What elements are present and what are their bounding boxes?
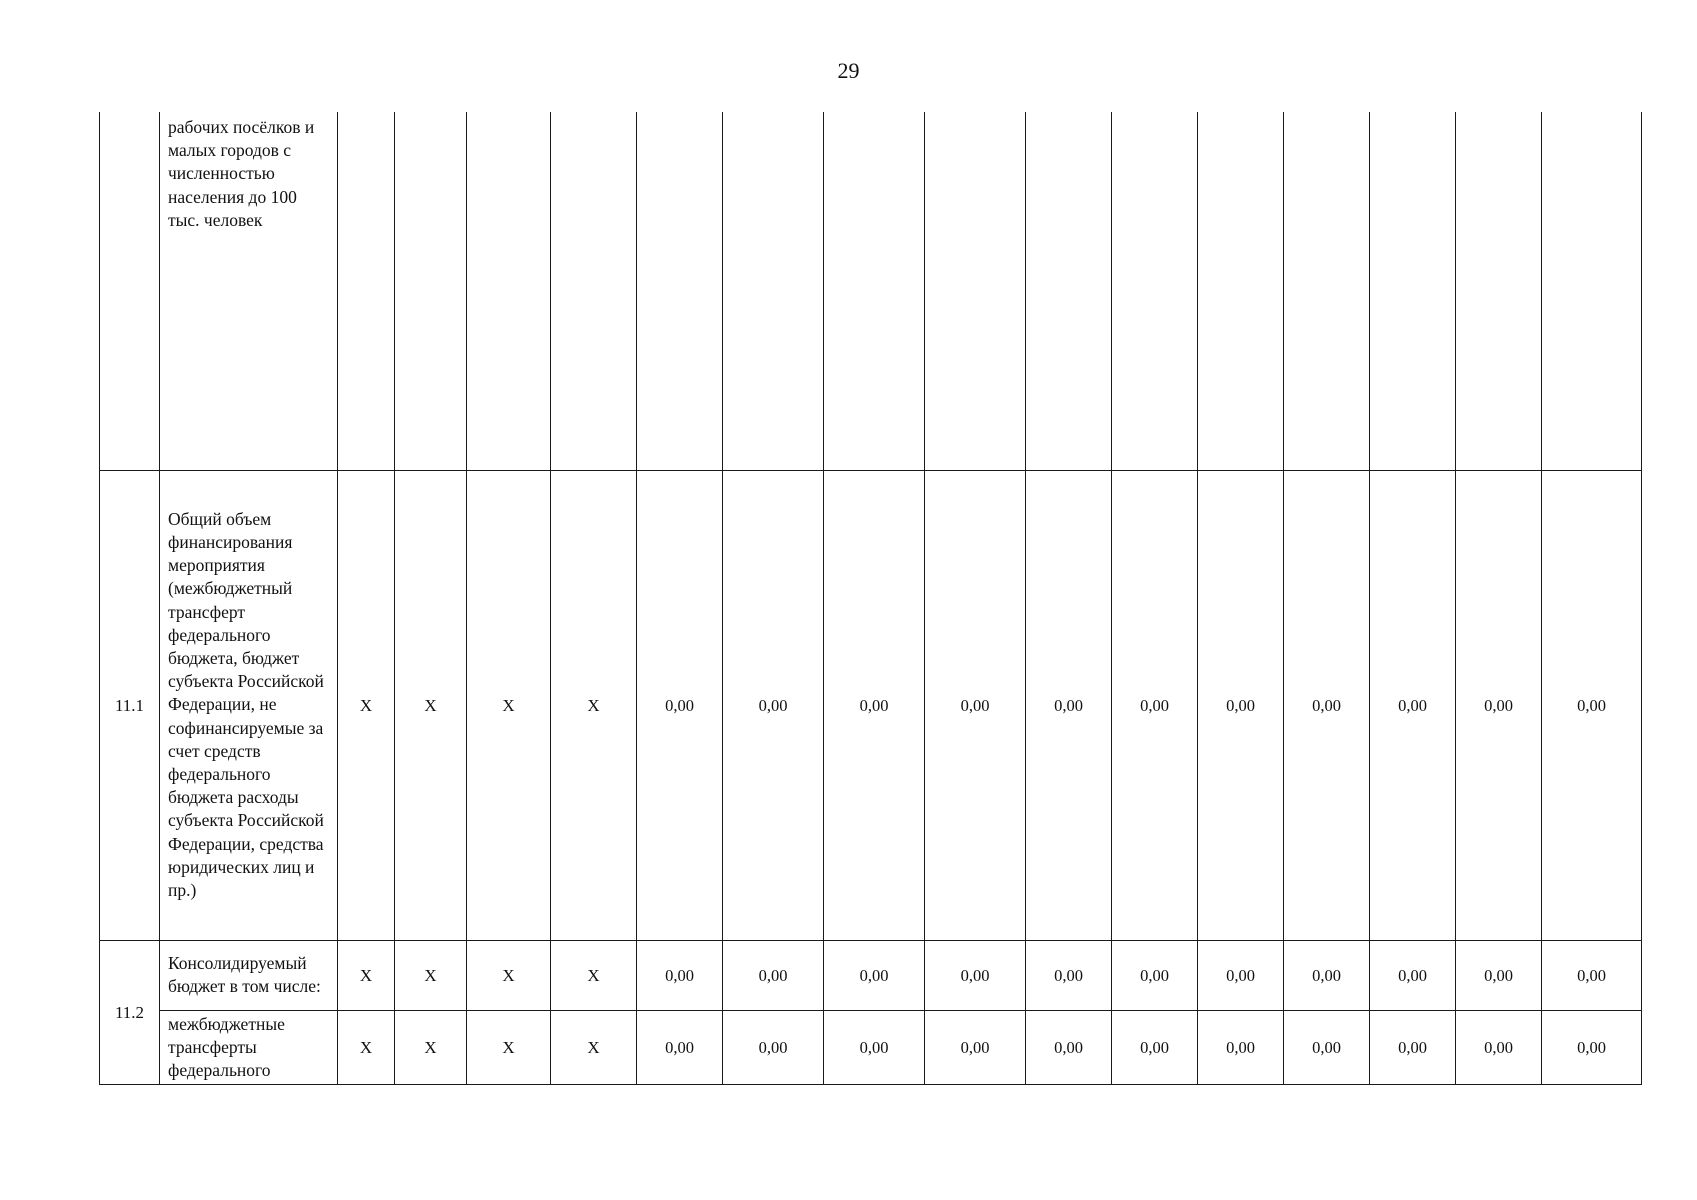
value-cell	[723, 112, 824, 470]
value-cell: 0,00	[1284, 1010, 1370, 1085]
row-number	[100, 112, 160, 470]
row-number: 11.2	[100, 940, 160, 1085]
row-description: Общий объем финансирования мероприятия (межбюджетный трансферт федерального бюджета, бюджет субъекта Российской Федерации, не софинансируемые за счет средств федерального бюджета расходы субъекта Российской Федерации, средства юридических лиц и пр.)	[160, 470, 338, 940]
value-cell: 0,00	[925, 470, 1026, 940]
row-description: Консолидируемый бюджет в том числе:	[160, 940, 338, 1010]
value-cell	[1026, 112, 1112, 470]
value-cell	[925, 112, 1026, 470]
x-cell: Х	[395, 470, 467, 940]
value-cell: 0,00	[824, 940, 925, 1010]
value-cell: 0,00	[1542, 1010, 1642, 1085]
x-cell: Х	[395, 940, 467, 1010]
value-cell	[1456, 112, 1542, 470]
x-cell: Х	[467, 1010, 551, 1085]
row-description: межбюджетные трансферты федерального	[160, 1010, 338, 1085]
value-cell: 0,00	[1456, 1010, 1542, 1085]
x-cell: Х	[467, 940, 551, 1010]
x-cell: Х	[467, 470, 551, 940]
value-cell: 0,00	[925, 1010, 1026, 1085]
value-cell	[637, 112, 723, 470]
value-cell	[1542, 112, 1642, 470]
x-cell	[467, 112, 551, 470]
value-cell: 0,00	[637, 940, 723, 1010]
x-cell: Х	[338, 1010, 395, 1085]
x-cell: Х	[551, 940, 637, 1010]
value-cell: 0,00	[1456, 470, 1542, 940]
row-number: 11.1	[100, 470, 160, 940]
value-cell: 0,00	[824, 1010, 925, 1085]
value-cell: 0,00	[637, 470, 723, 940]
value-cell	[1370, 112, 1456, 470]
value-cell	[824, 112, 925, 470]
value-cell: 0,00	[1542, 470, 1642, 940]
value-cell: 0,00	[637, 1010, 723, 1085]
value-cell: 0,00	[1370, 940, 1456, 1010]
value-cell: 0,00	[1026, 470, 1112, 940]
x-cell: Х	[551, 470, 637, 940]
x-cell	[338, 112, 395, 470]
x-cell: Х	[338, 470, 395, 940]
table-row	[100, 470, 1642, 940]
value-cell: 0,00	[1284, 940, 1370, 1010]
value-cell: 0,00	[1112, 470, 1198, 940]
value-cell: 0,00	[1112, 940, 1198, 1010]
table-row	[100, 1010, 1642, 1085]
value-cell: 0,00	[723, 470, 824, 940]
value-cell: 0,00	[1026, 940, 1112, 1010]
x-cell	[551, 112, 637, 470]
value-cell: 0,00	[1370, 1010, 1456, 1085]
value-cell	[1112, 112, 1198, 470]
table-row	[100, 112, 1642, 470]
value-cell: 0,00	[1198, 940, 1284, 1010]
value-cell	[1198, 112, 1284, 470]
value-cell: 0,00	[1026, 1010, 1112, 1085]
value-cell: 0,00	[1198, 1010, 1284, 1085]
table-row	[100, 940, 1642, 1010]
value-cell: 0,00	[723, 940, 824, 1010]
financing-table	[99, 112, 1642, 1085]
row-description: рабочих посёлков и малых городов с численностью населения до 100 тыс. человек	[160, 112, 338, 470]
value-cell: 0,00	[1370, 470, 1456, 940]
value-cell	[1284, 112, 1370, 470]
page-number: 29	[837, 58, 860, 83]
value-cell: 0,00	[723, 1010, 824, 1085]
value-cell: 0,00	[1456, 940, 1542, 1010]
value-cell: 0,00	[1284, 470, 1370, 940]
x-cell: Х	[338, 940, 395, 1010]
x-cell	[395, 112, 467, 470]
value-cell: 0,00	[1112, 1010, 1198, 1085]
value-cell: 0,00	[925, 940, 1026, 1010]
x-cell: Х	[551, 1010, 637, 1085]
x-cell: Х	[395, 1010, 467, 1085]
value-cell: 0,00	[1198, 470, 1284, 940]
value-cell: 0,00	[1542, 940, 1642, 1010]
value-cell: 0,00	[824, 470, 925, 940]
